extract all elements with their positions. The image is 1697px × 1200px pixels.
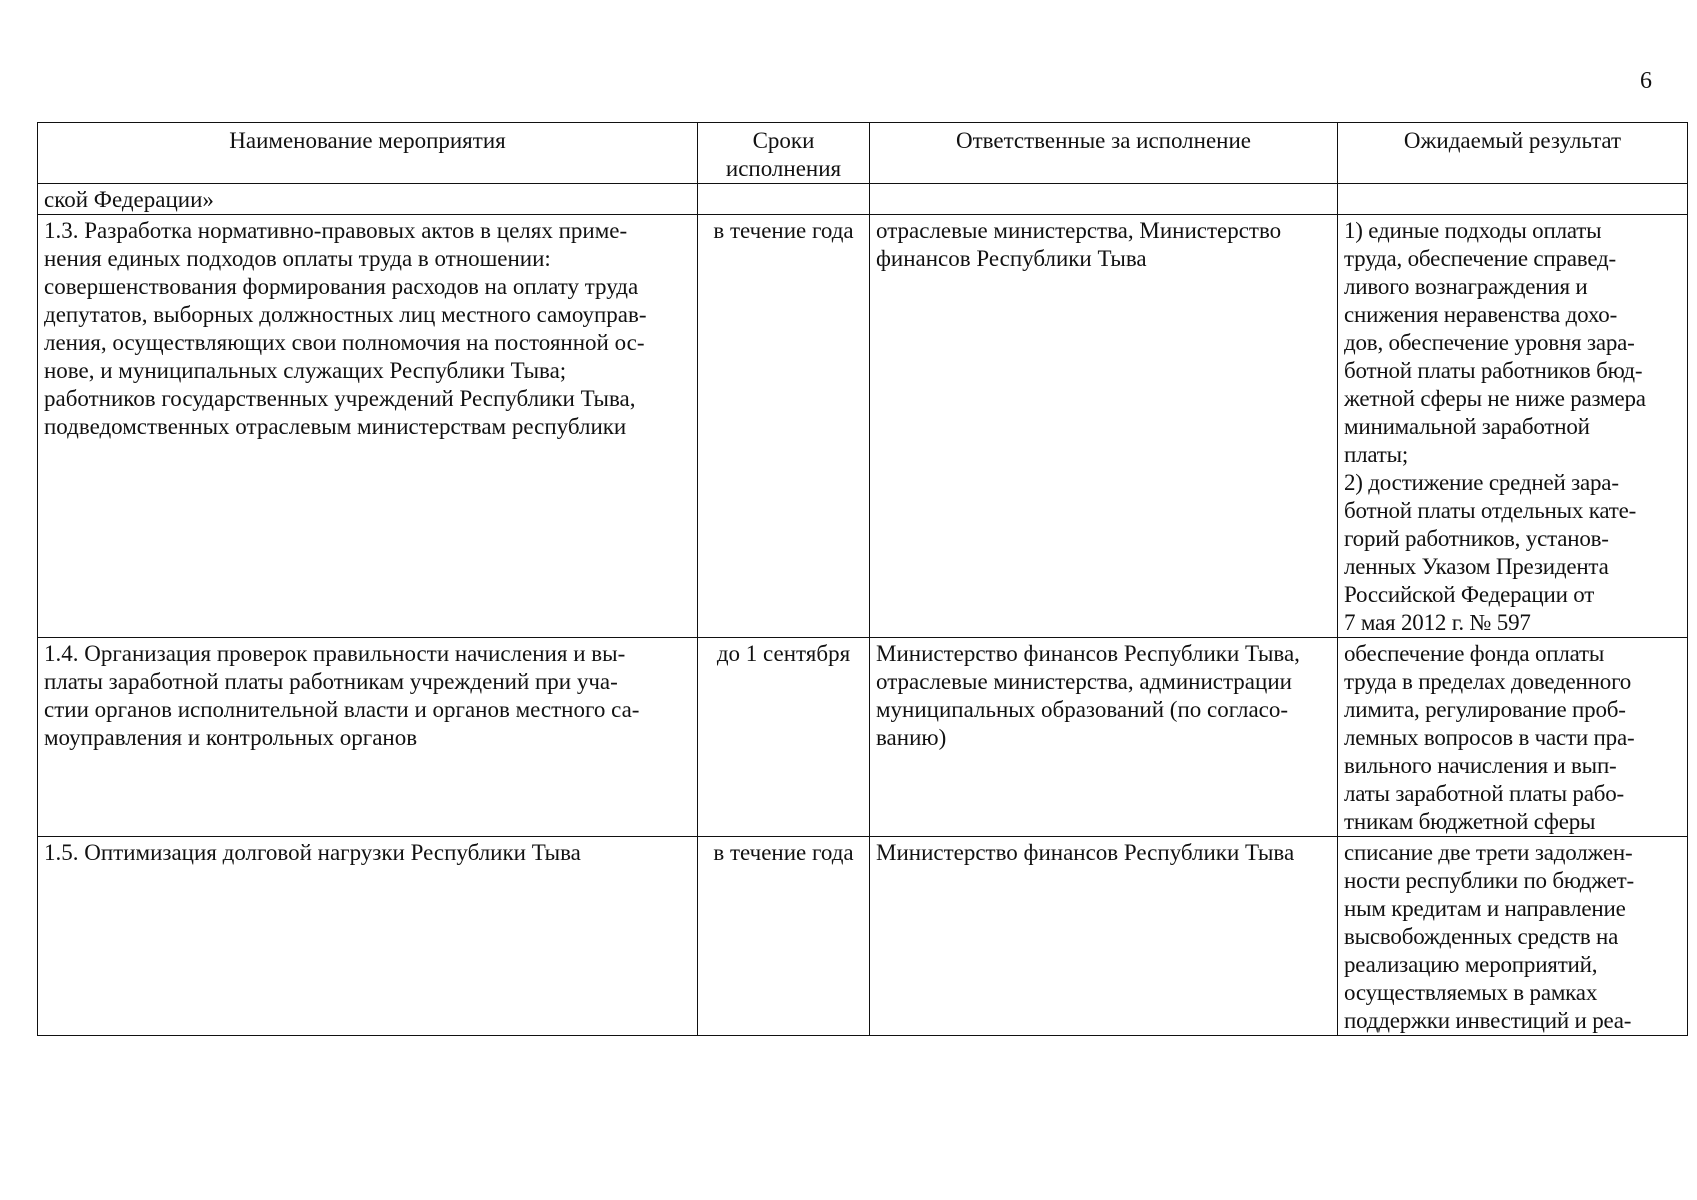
result-line: 7 мая 2012 г. № 597	[1344, 610, 1531, 635]
result-line: тникам бюджетной сферы	[1344, 809, 1596, 834]
header-expected-result: Ожидаемый результат	[1338, 123, 1688, 184]
result-line: 2) достижение средней зара-	[1344, 470, 1619, 495]
measure-name-line: нения единых подходов оплаты труда в отношении:	[44, 246, 551, 271]
header-measure-name: Наименование мероприятия	[38, 123, 698, 184]
result-line: дов, обеспечение уровня зара-	[1344, 330, 1635, 355]
measure-name-cell	[38, 837, 698, 1036]
result-line: высвобожденных средств на	[1344, 924, 1619, 949]
result-line: лемных вопросов в части пра-	[1344, 725, 1635, 750]
responsible-line: финансов Республики Тыва	[876, 246, 1147, 271]
result-line: реализацию мероприятий,	[1344, 952, 1598, 977]
result-line: 1) единые подходы оплаты	[1344, 218, 1602, 243]
table-row	[38, 837, 1688, 1036]
continuation-empty	[1338, 184, 1688, 215]
measure-name-line: моуправления и контрольных органов	[44, 725, 418, 750]
result-line: ным кредитам и направление	[1344, 896, 1626, 921]
deadline-cell: в течение года	[698, 215, 870, 638]
header-deadline: Сроки исполнения	[698, 123, 870, 184]
continuation-empty	[698, 184, 870, 215]
measure-name-line: платы заработной платы работникам учреждений при уча-	[44, 669, 618, 694]
continuation-text: ской Федерации»	[38, 184, 698, 215]
measure-name-line: 1.5. Оптимизация долговой нагрузки Республики Тыва	[44, 840, 581, 865]
result-line: ботной платы отдельных кате-	[1344, 498, 1637, 523]
deadline-cell: до 1 сентября	[698, 638, 870, 837]
table-row	[38, 638, 1688, 837]
result-line: ливого вознаграждения и	[1344, 274, 1588, 299]
measure-name-cell	[38, 215, 698, 638]
measure-name-line: нове, и муниципальных служащих Республики Тыва;	[44, 358, 567, 383]
result-line: труда, обеспечение справед-	[1344, 246, 1616, 271]
result-line: латы заработной платы рабо-	[1344, 781, 1624, 806]
result-line: труда в пределах доведенного	[1344, 669, 1632, 694]
responsible-cell	[870, 215, 1338, 638]
header-responsible: Ответственные за исполнение	[870, 123, 1338, 184]
result-line: обеспечение фонда оплаты	[1344, 641, 1605, 666]
continuation-empty	[870, 184, 1338, 215]
result-line: платы;	[1344, 442, 1409, 467]
responsible-line: Министерство финансов Республики Тыва	[876, 840, 1295, 865]
responsible-line: отраслевые министерства, Министерство	[876, 218, 1282, 243]
result-line: лимита, регулирование проб-	[1344, 697, 1626, 722]
deadline-cell: в течение года	[698, 837, 870, 1036]
result-line: Российской Федерации от	[1344, 582, 1595, 607]
responsible-line: муниципальных образований (по согласо-	[876, 697, 1289, 722]
responsible-cell	[870, 837, 1338, 1036]
measure-name-line: 1.4. Организация проверок правильности начисления и вы-	[44, 641, 626, 666]
measure-name-line: работников государственных учреждений Республики Тыва,	[44, 386, 636, 411]
result-line: списание две трети задолжен-	[1344, 840, 1633, 865]
measure-name-line: стии органов исполнительной власти и органов местного са-	[44, 697, 640, 722]
measures-table	[37, 122, 1688, 1036]
result-line: ности республики по бюджет-	[1344, 868, 1634, 893]
result-line: ботной платы работников бюд-	[1344, 358, 1643, 383]
responsible-line: Министерство финансов Республики Тыва,	[876, 641, 1300, 666]
result-line: горий работников, установ-	[1344, 526, 1609, 551]
measure-name-cell	[38, 638, 698, 837]
result-line: осуществляемых в рамках	[1344, 980, 1598, 1005]
page-number: 6	[1640, 68, 1652, 94]
responsible-line: ванию)	[876, 725, 947, 750]
responsible-cell	[870, 638, 1338, 837]
table-row	[38, 215, 1688, 638]
responsible-line: отраслевые министерства, администрации	[876, 669, 1292, 694]
measure-name-line: депутатов, выборных должностных лиц местного самоуправ-	[44, 302, 647, 327]
table-header-row	[38, 123, 1688, 184]
result-line: минимальной заработной	[1344, 414, 1590, 439]
measure-name-line: подведомственных отраслевым министерствам республики	[44, 414, 627, 439]
result-cell	[1338, 837, 1688, 1036]
result-line: вильного начисления и вып-	[1344, 753, 1617, 778]
result-line: поддержки инвестиций и реа-	[1344, 1008, 1632, 1033]
result-cell	[1338, 215, 1688, 638]
result-line: ленных Указом Президента	[1344, 554, 1609, 579]
measure-name-line: ления, осуществляющих свои полномочия на постоянной ос-	[44, 330, 645, 355]
measure-name-line: 1.3. Разработка нормативно-правовых актов в целях приме-	[44, 218, 628, 243]
result-cell	[1338, 638, 1688, 837]
result-line: жетной сферы не ниже размера	[1344, 386, 1646, 411]
table-row-continuation	[38, 184, 1688, 215]
result-line: снижения неравенства дохо-	[1344, 302, 1618, 327]
measure-name-line: совершенствования формирования расходов на оплату труда	[44, 274, 639, 299]
